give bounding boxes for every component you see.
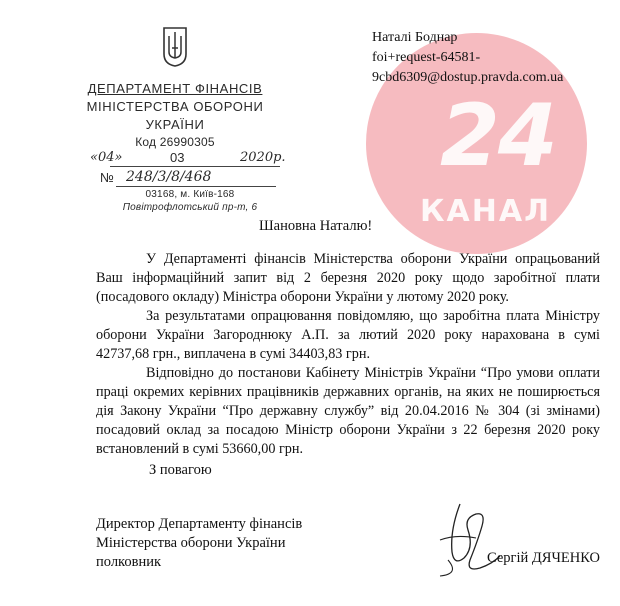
signatory-rank: полковник [96,554,162,570]
handwritten-signature [420,500,510,580]
recipient-block [372,28,563,88]
paragraph-request-processed: У Департаменті фінансів Міністерства оборони України опрацьований Ваш інформаційний запит від 2 березня 2020 року щодо заробітної плати (посадового окладу) Міністра оборони України у лютому 2020 року. [96,251,600,305]
stamp-number-value: 248/3/8/468 [126,169,212,185]
stamp-date-row [90,150,290,170]
stamp-date-year: 2020р. [240,150,286,165]
stamp-number-row [100,170,280,190]
signatory-title-line1: Директор Департаменту фінансів [96,516,303,532]
stamp-ministry-line: МІНІСТЕРСТВА ОБОРОНИ [86,99,264,114]
recipient-email-line1: foi+request-64581- [372,50,481,65]
signatory-title-line2: Міністерства оборони України [96,535,286,551]
signatory-name: Сергій ДЯЧЕНКО [487,550,600,566]
stamp-number-label: № [100,170,114,185]
ukraine-trident-icon [160,24,190,68]
recipient-name: Наталі Боднар [372,30,458,45]
stamp-address-line2: Повітрофлотський пр-т, 6 [122,202,258,213]
stamp-department-line: ДЕПАРТАМЕНТ ФІНАНСІВ [87,81,263,96]
watermark-number: 24 [440,86,556,186]
paragraph-legal-basis: Відповідно до постанови Кабінету Міністрів України “Про умови оплати праці окремих керівних працівників державних органів, на яких не поширюється дія Закону України “Про державну службу” від 20.04.2016 № 304 (зі змінами) посадовий оклад за посадою Міністр оборони України з 22 березня 2020 року встановлений в сумі 53660,00 грн. [96,365,600,457]
department-stamp [60,24,290,214]
stamp-date-day: «04» [90,150,123,165]
stamp-address-line1: 03168, м. Київ-168 [145,189,235,200]
stamp-country-line: УКРАЇНИ [145,117,205,132]
closing: З повагою [149,462,212,478]
greeting: Шановна Наталю! [259,218,373,234]
paragraph-salary-info: За результатами опрацювання повідомляю, що заробітна плата Міністру оборони України Загороднюку А.П. за лютий 2020 року нарахована в сумі 42737,68 грн., виплачена в сумі 34403,83 грн. [96,308,600,362]
recipient-email-line2: 9cbd6309@dostup.pravda.com.ua [372,70,564,85]
stamp-code: Код 26990305 [135,135,215,149]
watermark-word: КАНАЛ [420,194,551,229]
stamp-date-month: 03 [170,150,185,165]
